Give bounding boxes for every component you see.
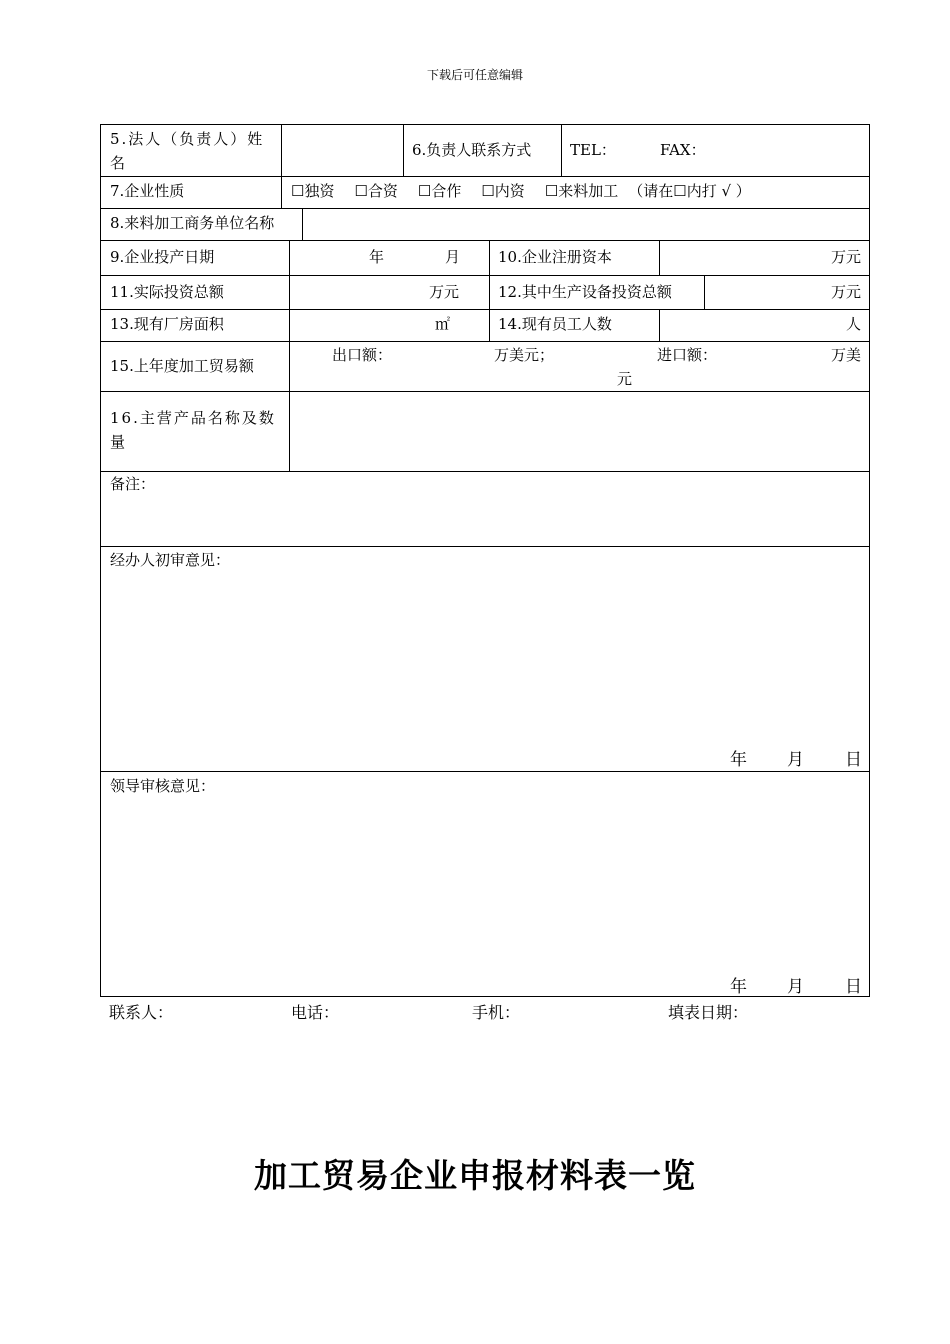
mobile-label: 手机：	[472, 1003, 521, 1022]
remarks-label: 备注：	[110, 475, 156, 493]
row-divider	[101, 176, 869, 177]
legal-rep-label: 5.法人（负责人）姓名	[110, 130, 265, 172]
enterprise-type-options	[291, 179, 866, 203]
checkbox-option[interactable]: ☐合作	[417, 182, 462, 200]
year-unit: 年	[369, 248, 385, 266]
main-products-label: 16.主营产品名称及数量	[110, 409, 276, 451]
row-divider	[101, 240, 869, 241]
fill-date-label: 填表日期：	[668, 1003, 749, 1022]
phone-label: 电话：	[291, 1003, 340, 1022]
checkbox-option[interactable]: ☐内资	[481, 182, 525, 200]
handler-opinion-label: 经办人初审意见：	[110, 551, 231, 569]
leader-month: 月	[787, 977, 804, 997]
leader-approval-box	[100, 771, 870, 997]
tel-label: TEL：	[570, 141, 616, 159]
leader-opinion-label: 领导审核意见：	[110, 777, 216, 795]
equipment-investment-label: 12.其中生产设备投资总额	[498, 283, 672, 301]
handler-month: 月	[787, 750, 804, 770]
handler-day: 日	[845, 750, 862, 770]
total-investment-unit: 万元	[428, 283, 459, 301]
contact-label: 6.负责人联系方式	[412, 141, 532, 159]
page-title: 加工贸易企业申报材料表一览	[254, 1156, 696, 1195]
leader-day: 日	[845, 977, 862, 997]
checkbox-option[interactable]: ☐合资	[354, 182, 398, 200]
month-unit: 月	[445, 248, 461, 266]
form-table	[100, 124, 870, 772]
registered-capital-unit: 万元	[830, 248, 861, 266]
leader-year: 年	[730, 977, 747, 997]
registered-capital-label: 10.企业注册资本	[498, 248, 612, 266]
import-unit-wrap: 元	[617, 370, 633, 388]
row-divider	[101, 275, 869, 276]
enterprise-type-label: 7.企业性质	[110, 182, 185, 200]
handler-year: 年	[730, 750, 747, 770]
equipment-investment-unit: 万元	[830, 283, 861, 301]
employee-count-unit: 人	[845, 315, 861, 333]
check-hint: （请在☐内打 √ ）	[628, 182, 751, 200]
remarks-field[interactable]	[102, 497, 868, 545]
trade-volume-label: 15.上年度加工贸易额	[110, 357, 254, 375]
total-investment-label: 11.实际投资总额	[110, 283, 224, 301]
import-unit: 万美	[830, 346, 861, 364]
contact-person-label: 联系人：	[109, 1003, 174, 1022]
row-divider	[101, 471, 869, 472]
leader-opinion-field[interactable]	[102, 800, 868, 960]
legal-rep-field[interactable]	[283, 126, 401, 175]
checkbox-option[interactable]: ☐独资	[291, 182, 335, 200]
factory-area-unit: ㎡	[435, 315, 451, 333]
header-note: 下载后可任意编辑	[426, 68, 523, 82]
employee-count-label: 14.现有员工人数	[498, 315, 612, 333]
import-label: 进口额：	[657, 346, 718, 364]
export-unit: 万美元；	[494, 346, 555, 364]
supplier-name-field[interactable]	[304, 209, 869, 239]
row-divider	[101, 546, 869, 547]
factory-area-label: 13.现有厂房面积	[110, 315, 224, 333]
row-divider	[101, 309, 869, 310]
supplier-name-label: 8.来料加工商务单位名称	[110, 214, 275, 232]
row-divider	[101, 341, 869, 342]
handler-opinion-field[interactable]	[102, 573, 868, 738]
export-label: 出口额：	[332, 346, 393, 364]
checkbox-option[interactable]: ☐来料加工	[544, 182, 619, 200]
fax-label: FAX：	[660, 141, 706, 159]
production-date-label: 9.企业投产日期	[110, 248, 215, 266]
main-products-field[interactable]	[291, 392, 869, 470]
